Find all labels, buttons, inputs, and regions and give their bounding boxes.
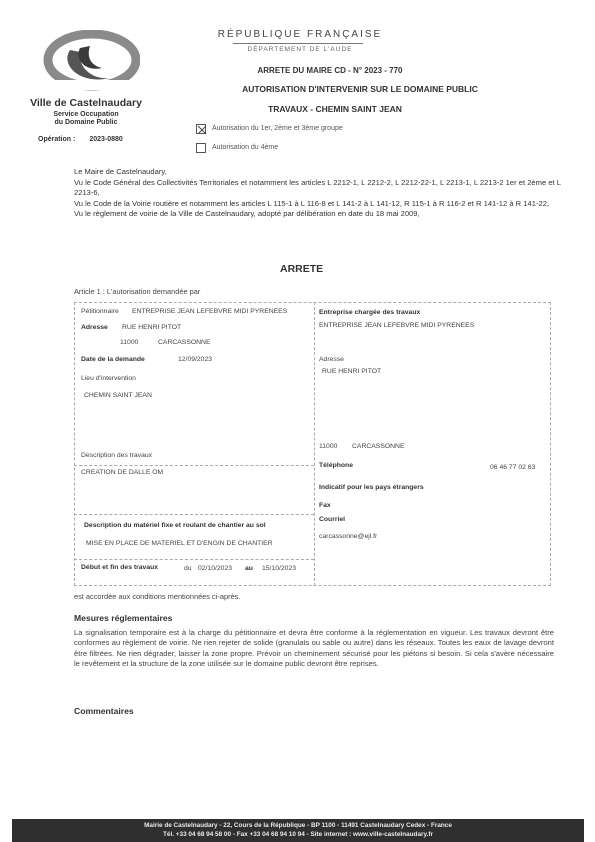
divider bbox=[74, 465, 314, 466]
fax-label: Fax bbox=[319, 502, 331, 509]
entreprise-label: Entreprise chargée des travaux bbox=[319, 309, 421, 316]
telephone-label: Téléphone bbox=[319, 462, 353, 469]
divider bbox=[74, 559, 314, 560]
article-1: Article 1 : L'autorisation demandée par bbox=[74, 287, 201, 296]
divider bbox=[74, 514, 314, 515]
commentaires-heading: Commentaires bbox=[74, 706, 134, 716]
adresse-value: RUE HENRI PITOT bbox=[122, 324, 182, 331]
cp2-value: 11000 bbox=[319, 443, 338, 450]
telephone-value: 06 46 77 02 63 bbox=[490, 464, 536, 471]
accordee-text: est accordée aux conditions mentionnées ci-après. bbox=[74, 592, 241, 601]
adresse-label: Adresse bbox=[81, 324, 108, 331]
courriel-value: carcassonne@ejl.fr bbox=[319, 533, 378, 540]
arrete-number: ARRETE DU MAIRE CD - N° 2023 - 770 bbox=[257, 66, 403, 75]
footer-address: Mairie de Castelnaudary - 22, Cours de la République - BP 1100 - 11491 Castelnaudary Cedex - France bbox=[144, 822, 452, 829]
departement-heading: DÉPARTEMENT DE L'AUDE bbox=[247, 46, 353, 53]
petitionnaire-value: ENTREPRISE JEAN LEFEBVRE MIDI PYRENEES bbox=[132, 308, 288, 315]
fin-value: 15/10/2023 bbox=[262, 565, 297, 572]
debut-value: 02/10/2023 bbox=[198, 565, 233, 572]
travaux-title: TRAVAUX - CHEMIN SAINT JEAN bbox=[268, 104, 402, 114]
description-label: Description des travaux bbox=[81, 452, 153, 459]
date-label: Date de la demande bbox=[81, 356, 145, 363]
fin-au: au bbox=[245, 565, 253, 572]
petitionnaire-label: Pétitionnaire bbox=[81, 308, 119, 315]
ville2-value: CARCASSONNE bbox=[352, 443, 405, 450]
republique-heading: RÉPUBLIQUE FRANÇAISE bbox=[217, 29, 383, 40]
footer-contact: Tél. +33 04 68 94 58 00 - Fax +33 04 68 94 10 94 - Site internet : www.ville-castelnaudary.fr bbox=[163, 831, 433, 838]
lieu-value: CHEMIN SAINT JEAN bbox=[84, 392, 152, 399]
adresse2-label: Adresse bbox=[319, 356, 344, 363]
description-value: CREATION DE DALLE OM bbox=[81, 469, 164, 476]
lieu-label: Lieu d'intervention bbox=[81, 375, 136, 382]
arrete-heading: ARRETE bbox=[280, 263, 324, 275]
debut-du: du bbox=[184, 565, 192, 572]
city-name: Ville de Castelnaudary bbox=[30, 97, 142, 109]
mesures-heading: Mesures réglementaires bbox=[74, 613, 173, 623]
document-title: AUTORISATION D'INTERVENIR SUR LE DOMAINE PUBLIC bbox=[242, 84, 478, 94]
divider bbox=[233, 43, 363, 44]
option2-checkbox[interactable] bbox=[196, 143, 206, 153]
date-value: 12/09/2023 bbox=[178, 356, 213, 363]
adresse2-value: RUE HENRI PITOT bbox=[322, 368, 382, 375]
cp-value: 11000 bbox=[120, 339, 139, 346]
option2-label: Autorisation du 4ème bbox=[212, 144, 279, 151]
indicatif-label: Indicatif pour les pays étrangers bbox=[319, 484, 424, 491]
check-cross-icon bbox=[197, 125, 207, 135]
ville-value: CARCASSONNE bbox=[158, 339, 211, 346]
materiel-label: Description du matériel fixe et roulant de chantier au sol bbox=[84, 522, 266, 529]
materiel-value: MISE EN PLACE DE MATERIEL ET D'ENGIN DE CHANTIER bbox=[86, 540, 273, 547]
city-logo-icon bbox=[40, 30, 140, 98]
entreprise-value: ENTREPRISE JEAN LEFEBVRE MIDI PYRENEES bbox=[319, 322, 475, 329]
divider bbox=[314, 302, 315, 586]
service-name: Service Occupation du Domaine Public bbox=[53, 111, 119, 126]
intro-text: Le Maire de Castelnaudary, Vu le Code Général des Collectivités Territoriales et notamment les articles L 2212-1, L 2212-2, L 2212-22-1, L 2213-1, L 2213-2 1er et 2ème et L 2213-6, Vu le Code de la Voirie routière et notamment les articles L 115-1 à L 116-8 et L 141-2 à L 141-12, R 115-1 à R 116-2 et R 141-12 à R 141-22, Vu le règlement de voirie de la Ville de Castelnaudary, adopté par délibération en date du 18 mai 2009, bbox=[74, 167, 561, 218]
debut-label: Début et fin des travaux bbox=[81, 564, 159, 571]
operation-number: Opération : 2023-0880 bbox=[38, 136, 123, 143]
option1-checkbox[interactable] bbox=[196, 124, 206, 134]
mesures-text: La signalisation temporaire est à la charge du pétitionnaire et devra être conforme à la réglementation en vigueur. Les travaux devront être conformes au règlement de voirie. Ne rien rejeter de solide (granulats ou sable ou autre) dans les réseaux. Toutes les eaux de lavage devront être filtrées. Ne rien dégrader, laisser la zone propre. Prévoir un cheminement sécurisé pour les piétons si besoin. Si cela s'avère nécessaire le revêtement et la structure de la zone utilisée sur le domaine public devront être reprises. bbox=[74, 628, 554, 668]
courriel-label: Courriel bbox=[319, 516, 346, 523]
option1-label: Autorisation du 1er, 2ème et 3ème groupe bbox=[212, 125, 343, 132]
footer bbox=[12, 819, 584, 842]
